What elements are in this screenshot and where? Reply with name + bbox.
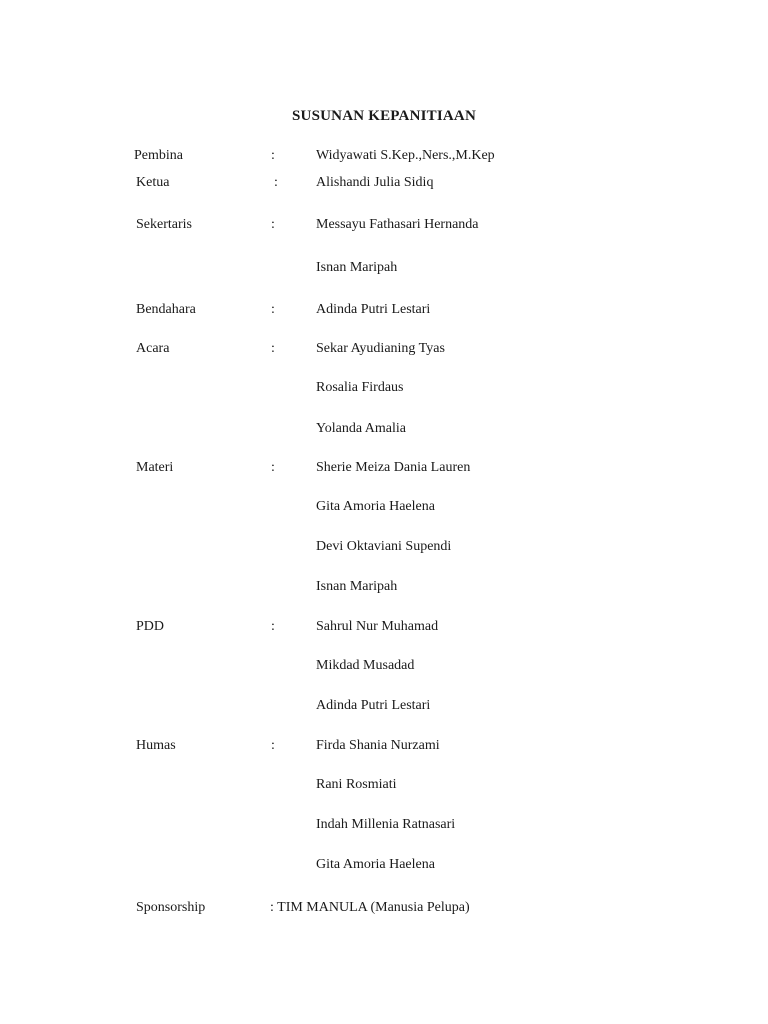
role-label: Pembina xyxy=(134,148,183,163)
member-name: Sherie Meiza Dania Lauren xyxy=(316,460,471,475)
separator-colon: : xyxy=(271,738,275,753)
sponsorship-value: : TIM MANULA (Manusia Pelupa) xyxy=(270,900,470,915)
member-name: Sekar Ayudianing Tyas xyxy=(316,341,445,356)
separator-colon: : xyxy=(271,302,275,317)
member-name: Mikdad Musadad xyxy=(316,658,415,673)
member-name: Isnan Maripah xyxy=(316,579,398,594)
member-name: Yolanda Amalia xyxy=(316,421,406,436)
member-name: Firda Shania Nurzami xyxy=(316,738,440,753)
member-name: Adinda Putri Lestari xyxy=(316,302,431,317)
member-name: Rani Rosmiati xyxy=(316,777,397,792)
member-name: Indah Millenia Ratnasari xyxy=(316,817,456,832)
separator-colon: : xyxy=(271,217,275,232)
role-label: Sponsorship xyxy=(136,900,206,915)
role-label: Humas xyxy=(136,738,176,753)
member-name: Devi Oktaviani Supendi xyxy=(316,539,452,554)
member-name: Messayu Fathasari Hernanda xyxy=(316,217,479,232)
separator-colon: : xyxy=(271,341,275,356)
member-name: Gita Amoria Haelena xyxy=(316,499,435,514)
separator-colon: : xyxy=(274,175,278,190)
separator-colon: : xyxy=(271,148,275,163)
member-name: Widyawati S.Kep.,Ners.,M.Kep xyxy=(316,148,495,163)
member-name: Isnan Maripah xyxy=(316,260,398,275)
role-label: Sekertaris xyxy=(136,217,192,232)
member-name: Gita Amoria Haelena xyxy=(316,857,435,872)
role-label: Bendahara xyxy=(136,302,196,317)
page-title: SUSUNAN KEPANITIAAN xyxy=(292,108,476,124)
member-name: Sahrul Nur Muhamad xyxy=(316,619,439,634)
role-label: Acara xyxy=(136,341,170,356)
member-name: Adinda Putri Lestari xyxy=(316,698,431,713)
member-name: Alishandi Julia Sidiq xyxy=(316,175,434,190)
member-name: Rosalia Firdaus xyxy=(316,380,404,395)
role-label: PDD xyxy=(136,619,165,634)
role-label: Materi xyxy=(136,460,174,475)
separator-colon: : xyxy=(271,460,275,475)
role-label: Ketua xyxy=(136,175,170,190)
separator-colon: : xyxy=(271,619,275,634)
